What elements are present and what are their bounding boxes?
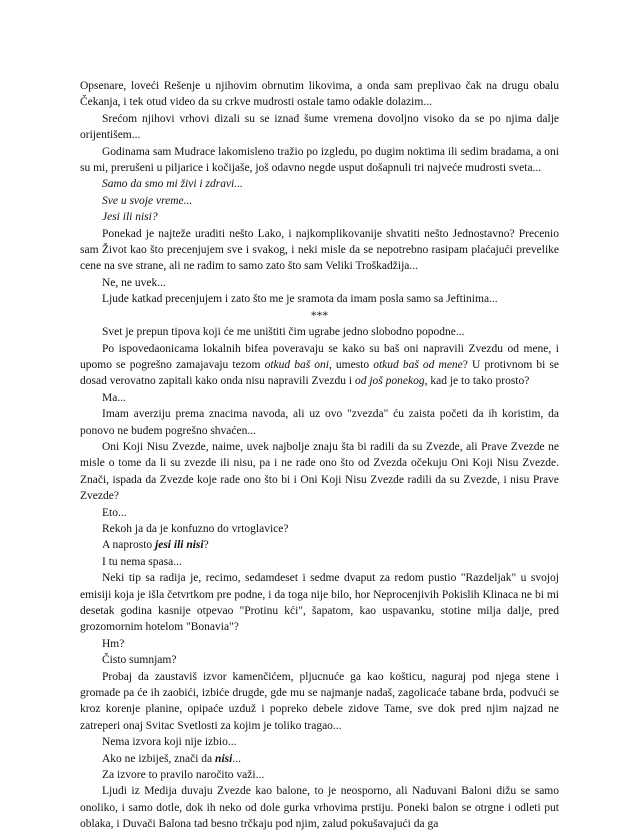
paragraph: [80, 78, 559, 111]
text-run: Po ispovedaonicama lokalnih bifea poveravaju se kako su baš oni napravili Zvezdu od mene, i upomo se pogrešno zamajavaju tezom: [80, 342, 559, 371]
emphasis-text: jesi ili nisi: [155, 539, 204, 552]
paragraph: [80, 291, 559, 307]
text-run: Imam averziju prema znacima navoda, ali uz ovo "zvezda" ću zaista početi da ih koristim, da ponovo ne budem pogrešno shvaćen...: [80, 408, 559, 437]
text-run: Ljude katkad precenjujem i zato što me je sramota da imam posla samo sa Jeftinima...: [102, 293, 498, 306]
text-run: ?: [203, 539, 209, 552]
text-run: Neki tip sa radija je, recimo, sedamdeset i sedme dvaput za redom pustio "Razdeljak" u svojoj emisiji koja je išla četvrtkom pre podne, i da toga nije bilo, hor Neprocenjivih Pokislih Klinaca ne bi mi desetak godina kasnije otpevao "Protinu kći", šapatom, kao uspavanku, stotine milja dalje, pred grozomornim hotelom "Bonavia"?: [80, 572, 559, 634]
section-separator: [80, 308, 559, 324]
paragraph: [80, 406, 559, 439]
paragraph: [80, 767, 559, 783]
emphasis-text: nisi: [215, 752, 233, 765]
paragraph: [80, 783, 559, 832]
paragraph: [80, 111, 559, 144]
text-run: Ponekad je najteže uraditi nešto Lako, i najkomplikovanije shvatiti nešto Jednostavno? Precenio sam Život kao što precenjujem sve i svakog, i neki misle da se nepotrebno rasipam plaćajući prevelike cene na sve strane, ali ne radim to samo zato što sam Veliki Troškadžija...: [80, 227, 559, 273]
text-run: Ljudi iz Medija duvaju Zvezde kao balone, to je neosporno, ali Naduvani Baloni dižu se samo onoliko, i samo dotle, dok ih neko od dole gurka vrhovima prstiju. Poneki balon se otrgne i odleti put oblaka, i Duvači Balona tad besno trčkaju pod njim, zalud pokušavajući da ga: [80, 785, 559, 831]
text-run: Hm?: [102, 637, 125, 650]
paragraph: [80, 554, 559, 570]
paragraph: [80, 144, 559, 177]
text-run: ...: [232, 752, 241, 765]
paragraph: [80, 734, 559, 750]
text-run: Ako ne izbiješ, znači da: [102, 752, 216, 765]
text-run: ***: [310, 309, 329, 322]
paragraph: [80, 570, 559, 636]
paragraph: [80, 209, 559, 225]
paragraph: [80, 652, 559, 668]
text-run: I tu nema spasa...: [102, 555, 182, 568]
paragraph: [80, 275, 559, 291]
paragraph: [80, 636, 559, 652]
text-run: Opsenare, loveći Rešenje u njihovim obrnutim likovima, a onda sam preplivao čak na drugu obalu Čekanja, i tek otud video da su crkve mudrosti ostale tamo odakle dolazim...: [80, 80, 559, 109]
paragraph: [80, 537, 559, 553]
emphasis-text: Sve u svoje vreme...: [102, 194, 193, 207]
text-run: Probaj da zaustaviš izvor kamenčićem, pljucnuće ga kao košticu, naguraj pod njega stene i gromade pa će ih zaobići, izbiće drugde, gde mu se najmanje nadaš, zagolicaće tabane brda, podvući se kroz korenje planine, opipaće uzduž i popreko debele zidove Tame, sve dok pred njim najzad ne zatreperi onaj Svitac Svetlosti za kojim je toliko tragao...: [80, 670, 559, 732]
text-run: Svet je prepun tipova koji će me uništiti čim ugrabe jedno slobodno popodne...: [102, 326, 465, 339]
emphasis-text: Samo da smo mi živi i zdravi...: [102, 178, 243, 191]
paragraph: [80, 439, 559, 505]
paragraph: [80, 226, 559, 275]
text-run: Nema izvora koji nije izbio...: [102, 736, 237, 749]
text-run: Oni Koji Nisu Zvezde, naime, uvek najbolje znaju šta bi radili da su Zvezde, ali Prave Zvezde ne misle o tome da li su zvezde ili nisu, pa i ne rade ono što od Zvezda očekuju Oni Koji Nisu Zvezde. Znači, ispada da Zvezde koje rade ono što bi i Oni Koji Nisu Zvezde radili da su Zvezde, i nisu Prave Zvezde?: [80, 440, 559, 503]
text-run: ? U protivnom bi se dosad verovatno zapitali kako onda nisu napravili Zvezdu i: [80, 358, 559, 388]
text-run: A naprosto: [102, 539, 156, 552]
emphasis-text: otkud baš od mene: [373, 358, 463, 371]
emphasis-text: od još ponekog: [354, 375, 425, 388]
text-run: Rekoh ja da je konfuzno do vrtoglavice?: [102, 522, 289, 535]
paragraph: [80, 521, 559, 537]
document-page: [80, 78, 559, 833]
text-run: , kad je to tako prosto?: [424, 375, 530, 388]
paragraph: [80, 751, 559, 767]
text-run: Čisto sumnjam?: [102, 654, 177, 667]
text-run: Ne, ne uvek...: [102, 276, 166, 289]
text-run: Za izvore to pravilo naročito važi...: [102, 769, 265, 782]
text-run: Ma...: [102, 391, 126, 404]
paragraph: [80, 341, 559, 390]
text-run: Godinama sam Mudrace lakomisleno tražio po izgledu, po dugim noktima ili sedim bradama, a oni su mi, prerušeni u piljarice i kočijaše, još odavno negde usput došapnuli tri najveće mudrosti sveta...: [80, 145, 559, 175]
emphasis-text: Jesi ili nisi?: [102, 211, 158, 224]
text-run: Srećom njihovi vrhovi dizali su se iznad šume vremena dovoljno visoko da se po njima dalje orijentišem...: [80, 112, 559, 142]
emphasis-text: otkud baš oni: [264, 358, 329, 371]
paragraph: [80, 505, 559, 521]
paragraph: [80, 390, 559, 406]
text-run: , umesto: [328, 358, 374, 371]
paragraph: [80, 669, 559, 735]
paragraph: [80, 176, 559, 192]
text-run: Eto...: [102, 506, 127, 519]
paragraph: [80, 324, 559, 340]
paragraph: [80, 193, 559, 209]
